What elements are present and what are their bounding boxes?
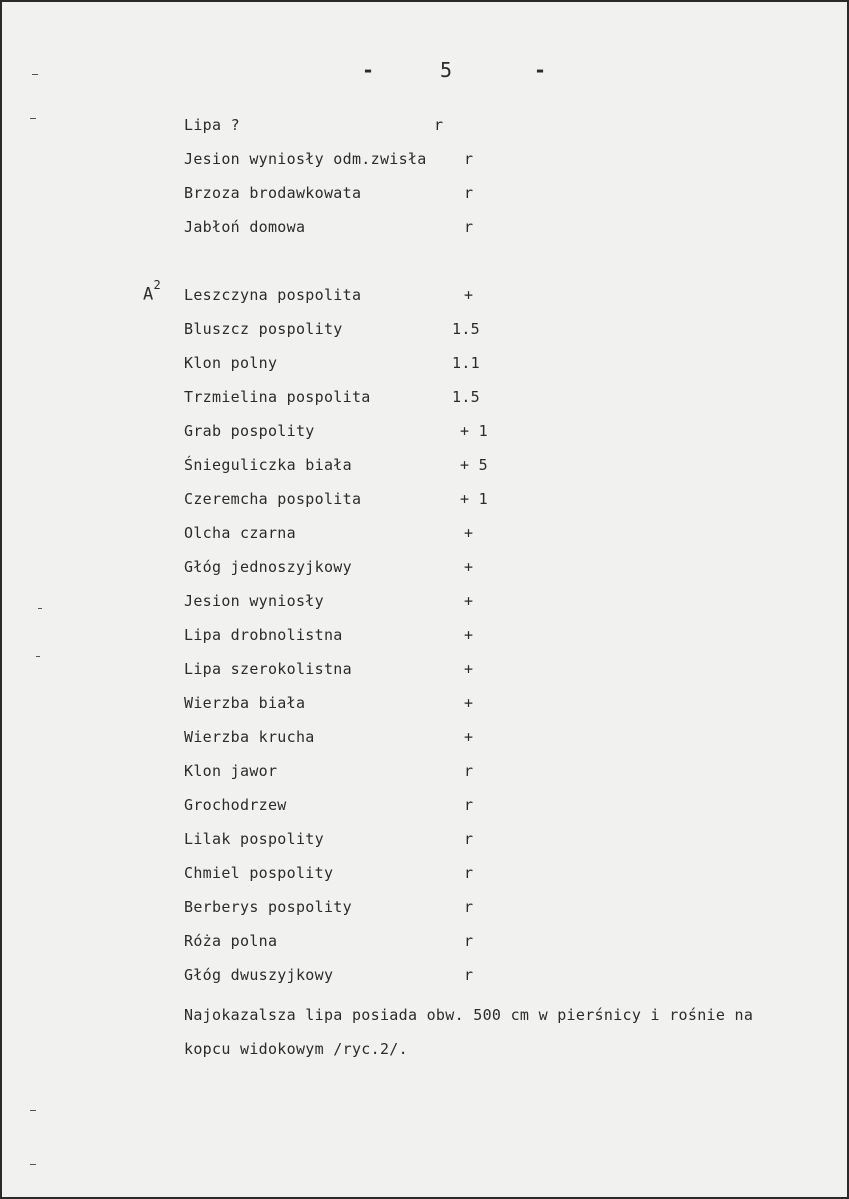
species-row [2,490,849,512]
species-row [2,184,849,206]
species-value: + [464,626,474,644]
species-row [2,660,849,682]
species-name: Głóg dwuszyjkowy [184,966,334,984]
species-name: Bluszcz pospolity [184,320,343,338]
margin-mark [30,1110,36,1111]
species-value: r [464,932,474,950]
species-value: + [464,660,474,678]
species-value: r [464,762,474,780]
species-value: 1.5 [452,388,480,406]
species-row [2,320,849,342]
species-name: Brzoza brodawkowata [184,184,362,202]
species-row [2,524,849,546]
species-name: Czeremcha pospolita [184,490,362,508]
species-value: r [464,150,474,168]
section-superscript: 2 [153,278,162,292]
species-value: r [464,184,474,202]
species-name: Chmiel pospolity [184,864,334,882]
page-number: 5 [440,58,453,82]
species-row [2,898,849,920]
species-value: + [464,592,474,610]
species-name: Lipa drobnolistna [184,626,343,644]
species-value: + 5 [460,456,488,474]
species-value: r [464,218,474,236]
note-paragraph [184,998,814,1066]
page-number-dash-left: - [362,58,375,82]
species-row [2,422,849,444]
margin-mark [30,118,36,119]
species-value: + [464,286,474,304]
species-name: Wierzba biała [184,694,306,712]
species-row [2,558,849,580]
species-row [2,592,849,614]
species-name: Lipa szerokolistna [184,660,352,678]
species-row [2,354,849,376]
species-name: Grab pospolity [184,422,315,440]
species-name: Głóg jednoszyjkowy [184,558,352,576]
species-row [2,116,849,138]
species-name: Berberys pospolity [184,898,352,916]
species-row [2,218,849,240]
species-name: Olcha czarna [184,524,296,542]
species-value: + 1 [460,422,488,440]
species-value: r [434,116,444,134]
margin-mark [38,608,42,609]
species-name: Jabłoń domowa [184,218,306,236]
species-value: r [464,898,474,916]
page-number-dash-right: - [534,58,547,82]
margin-mark [36,656,40,657]
species-value: + 1 [460,490,488,508]
species-name: Klon jawor [184,762,278,780]
species-name: Trzmielina pospolita [184,388,371,406]
species-name: Klon polny [184,354,278,372]
species-row [2,286,849,308]
species-value: r [464,864,474,882]
species-row [2,762,849,784]
species-row [2,150,849,172]
margin-mark [32,74,38,75]
species-value: r [464,830,474,848]
species-row [2,864,849,886]
species-value: + [464,524,474,542]
species-row [2,932,849,954]
species-name: Grochodrzew [184,796,287,814]
species-row [2,830,849,852]
species-value: 1.1 [452,354,480,372]
species-row [2,694,849,716]
species-value: 1.5 [452,320,480,338]
note-line-1: Najokazalsza lipa posiada obw. 500 cm w pierśnicy i rośnie na [184,1006,754,1024]
species-row [2,456,849,478]
margin-mark [30,1164,36,1165]
species-name: Leszczyna pospolita [184,286,362,304]
species-row [2,728,849,750]
species-name: Lipa ? [184,116,240,134]
species-value: + [464,694,474,712]
note-line-2: kopcu widokowym /ryc.2/. [184,1040,408,1058]
species-value: r [464,796,474,814]
species-row [2,626,849,648]
species-value: r [464,966,474,984]
species-row [2,966,849,988]
species-name: Jesion wyniosły odm.zwisła [184,150,427,168]
species-name: Jesion wyniosły [184,592,324,610]
species-value: + [464,728,474,746]
species-row [2,388,849,410]
section-letter: A [143,284,154,305]
species-name: Róża polna [184,932,278,950]
species-name: Śnieguliczka biała [184,456,352,474]
species-row [2,796,849,818]
species-name: Lilak pospolity [184,830,324,848]
species-value: + [464,558,474,576]
species-name: Wierzba krucha [184,728,315,746]
